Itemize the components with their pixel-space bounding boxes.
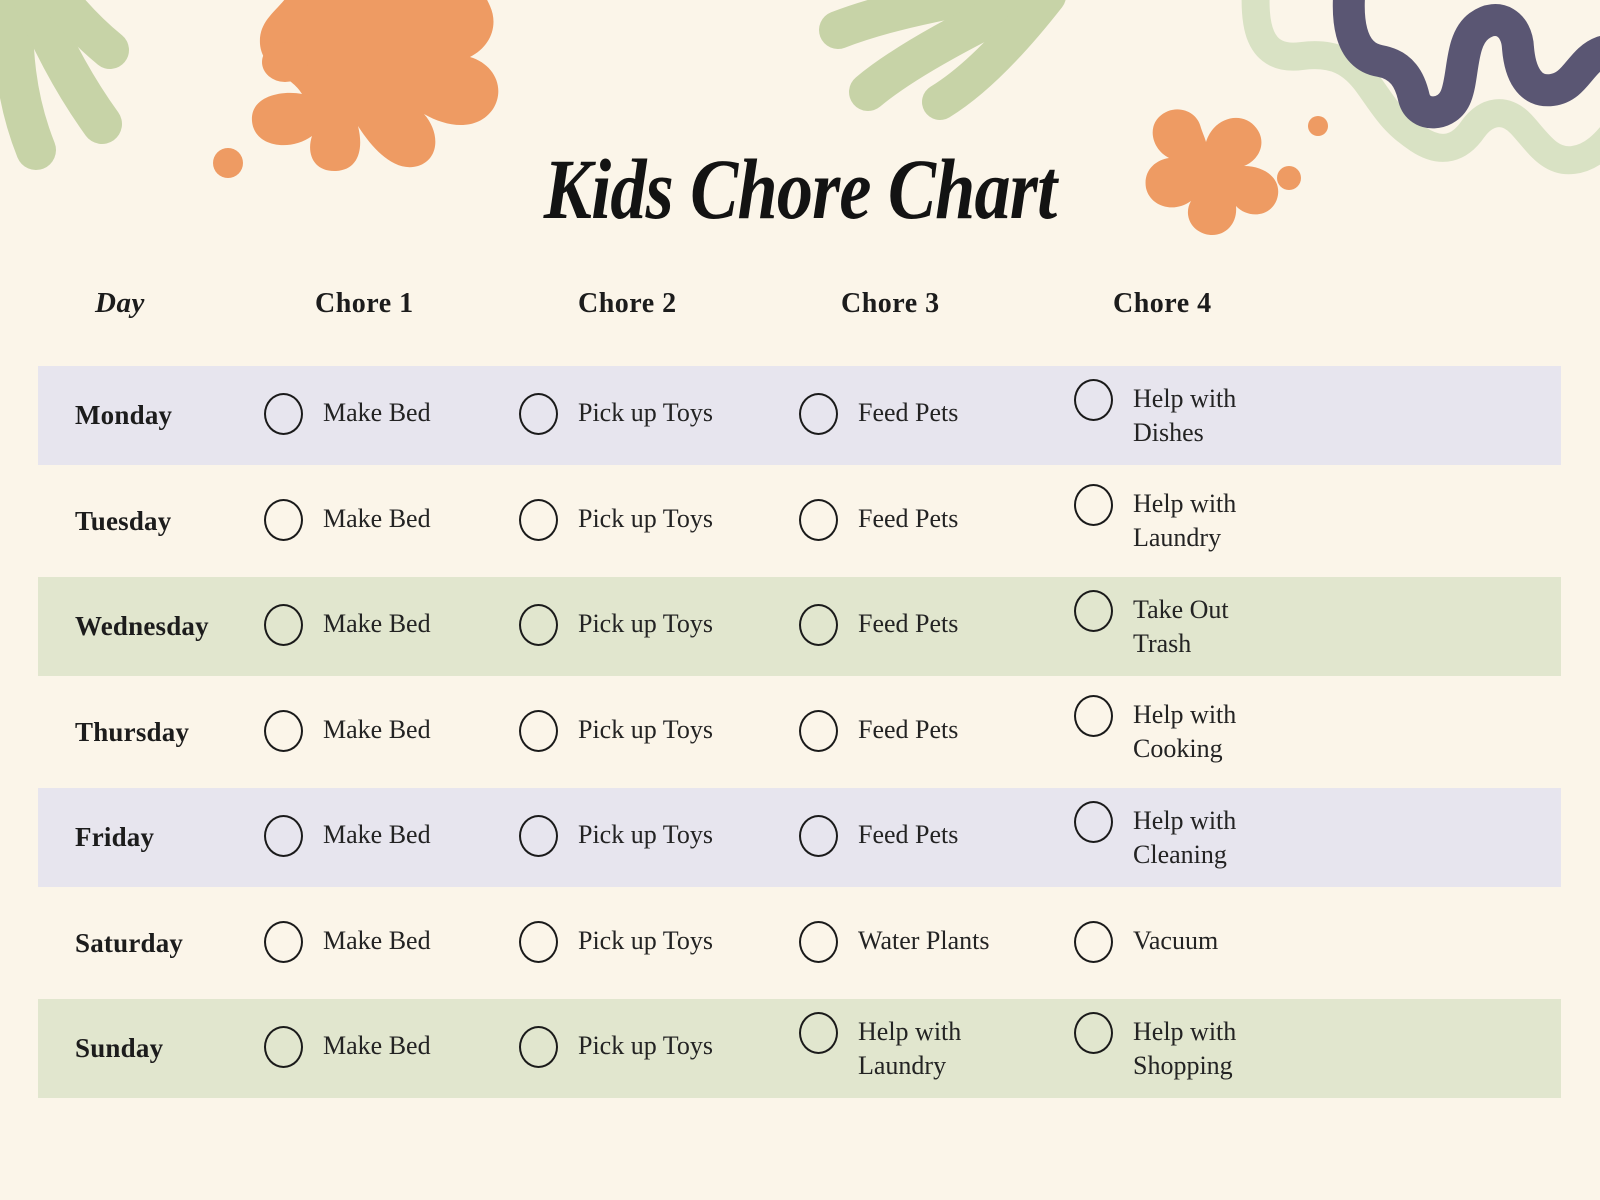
chore-checkbox[interactable] — [1074, 484, 1113, 526]
day-label: Tuesday — [75, 505, 172, 536]
chore-label: Help with Shopping — [1133, 1016, 1237, 1080]
chore-label: Make Bed — [323, 398, 431, 428]
column-header-day: Day — [95, 287, 145, 319]
chore-label: Make Bed — [323, 925, 431, 955]
chore-label: Pick up Toys — [578, 609, 713, 639]
chore-cell — [1065, 804, 1561, 872]
chore-cell — [510, 1029, 790, 1068]
chore-checkbox[interactable] — [264, 604, 303, 646]
chore-label: Feed Pets — [858, 609, 959, 639]
chore-checkbox[interactable] — [799, 921, 838, 963]
chore-checkbox[interactable] — [519, 604, 558, 646]
chore-label: Help with Laundry — [858, 1016, 962, 1080]
table-row — [38, 469, 1561, 575]
chore-checkbox[interactable] — [264, 1026, 303, 1068]
day-label: Thursday — [75, 716, 190, 747]
chore-cell — [510, 502, 790, 541]
chore-label: Pick up Toys — [578, 714, 713, 744]
chore-checkbox[interactable] — [1074, 379, 1113, 421]
chore-cell — [510, 818, 790, 857]
chore-label: Help with Cooking — [1133, 700, 1237, 764]
day-label: Sunday — [75, 1033, 164, 1064]
chore-checkbox[interactable] — [799, 499, 838, 541]
chore-cell — [1065, 698, 1561, 766]
chore-label: Pick up Toys — [578, 925, 713, 955]
chore-checkbox[interactable] — [519, 815, 558, 857]
chore-chart — [38, 232, 1561, 1102]
chore-cell — [255, 713, 510, 752]
chore-checkbox[interactable] — [264, 921, 303, 963]
table-header-row — [38, 232, 1561, 363]
chore-cell — [790, 818, 1065, 857]
chore-label: Make Bed — [323, 609, 431, 639]
chore-label: Pick up Toys — [578, 820, 713, 850]
chore-checkbox[interactable] — [1074, 1012, 1113, 1054]
chore-checkbox[interactable] — [799, 710, 838, 752]
chore-cell — [1065, 924, 1561, 963]
chore-cell — [1065, 487, 1561, 555]
chore-label: Help with Laundry — [1133, 489, 1237, 553]
page-title: Kids Chore Chart — [543, 141, 1057, 237]
table-row — [38, 680, 1561, 786]
chore-label: Pick up Toys — [578, 503, 713, 533]
chore-cell — [1065, 1015, 1561, 1083]
chore-cell — [510, 396, 790, 435]
chore-label: Vacuum — [1133, 925, 1219, 955]
table-row — [38, 574, 1561, 680]
chore-checkbox[interactable] — [799, 393, 838, 435]
chore-cell — [255, 396, 510, 435]
chore-checkbox[interactable] — [519, 499, 558, 541]
chore-checkbox[interactable] — [1074, 921, 1113, 963]
chore-cell — [510, 607, 790, 646]
chore-cell — [510, 924, 790, 963]
table-row — [38, 891, 1561, 997]
day-label: Saturday — [75, 927, 184, 958]
chore-checkbox[interactable] — [799, 604, 838, 646]
column-header-chore-3: Chore 3 — [841, 287, 940, 319]
column-header-chore-1: Chore 1 — [315, 287, 414, 319]
chore-table-body — [38, 363, 1561, 1102]
chore-label: Feed Pets — [858, 714, 959, 744]
chore-cell — [790, 713, 1065, 752]
chore-cell — [255, 502, 510, 541]
chore-checkbox[interactable] — [264, 815, 303, 857]
chore-cell — [255, 924, 510, 963]
chore-cell — [255, 818, 510, 857]
column-header-chore-4: Chore 4 — [1113, 287, 1212, 319]
chore-label: Make Bed — [323, 820, 431, 850]
chore-label: Feed Pets — [858, 820, 959, 850]
day-label: Monday — [75, 400, 173, 431]
chore-checkbox[interactable] — [519, 921, 558, 963]
chore-label: Help with Dishes — [1133, 383, 1237, 447]
chore-checkbox[interactable] — [264, 393, 303, 435]
table-row — [38, 363, 1561, 469]
chore-cell — [790, 502, 1065, 541]
chore-checkbox[interactable] — [519, 393, 558, 435]
chore-checkbox[interactable] — [519, 1026, 558, 1068]
chore-cell — [255, 1029, 510, 1068]
chore-cell — [790, 396, 1065, 435]
chore-label: Feed Pets — [858, 398, 959, 428]
chore-label: Make Bed — [323, 1031, 431, 1061]
chore-checkbox[interactable] — [799, 815, 838, 857]
chore-checkbox[interactable] — [264, 499, 303, 541]
column-header-chore-2: Chore 2 — [578, 287, 677, 319]
chore-cell — [1065, 382, 1561, 450]
chore-cell — [790, 1015, 1065, 1083]
chore-cell — [790, 924, 1065, 963]
chore-checkbox[interactable] — [1074, 695, 1113, 737]
chore-label: Make Bed — [323, 714, 431, 744]
chore-label: Make Bed — [323, 503, 431, 533]
day-label: Friday — [75, 822, 155, 853]
day-label: Wednesday — [75, 611, 209, 642]
chore-cell — [790, 607, 1065, 646]
chore-checkbox[interactable] — [1074, 590, 1113, 632]
chore-label: Help with Cleaning — [1133, 805, 1237, 869]
chore-label: Feed Pets — [858, 503, 959, 533]
chore-label: Water Plants — [858, 925, 990, 955]
chore-checkbox[interactable] — [1074, 801, 1113, 843]
table-row — [38, 785, 1561, 891]
chore-checkbox[interactable] — [519, 710, 558, 752]
chore-checkbox[interactable] — [799, 1012, 838, 1054]
chore-label: Pick up Toys — [578, 1031, 713, 1061]
chore-label: Take Out Trash — [1133, 594, 1229, 658]
chore-cell — [510, 713, 790, 752]
chore-label: Pick up Toys — [578, 398, 713, 428]
chore-cell — [1065, 593, 1561, 661]
table-row — [38, 996, 1561, 1102]
chore-cell — [255, 607, 510, 646]
chore-checkbox[interactable] — [264, 710, 303, 752]
